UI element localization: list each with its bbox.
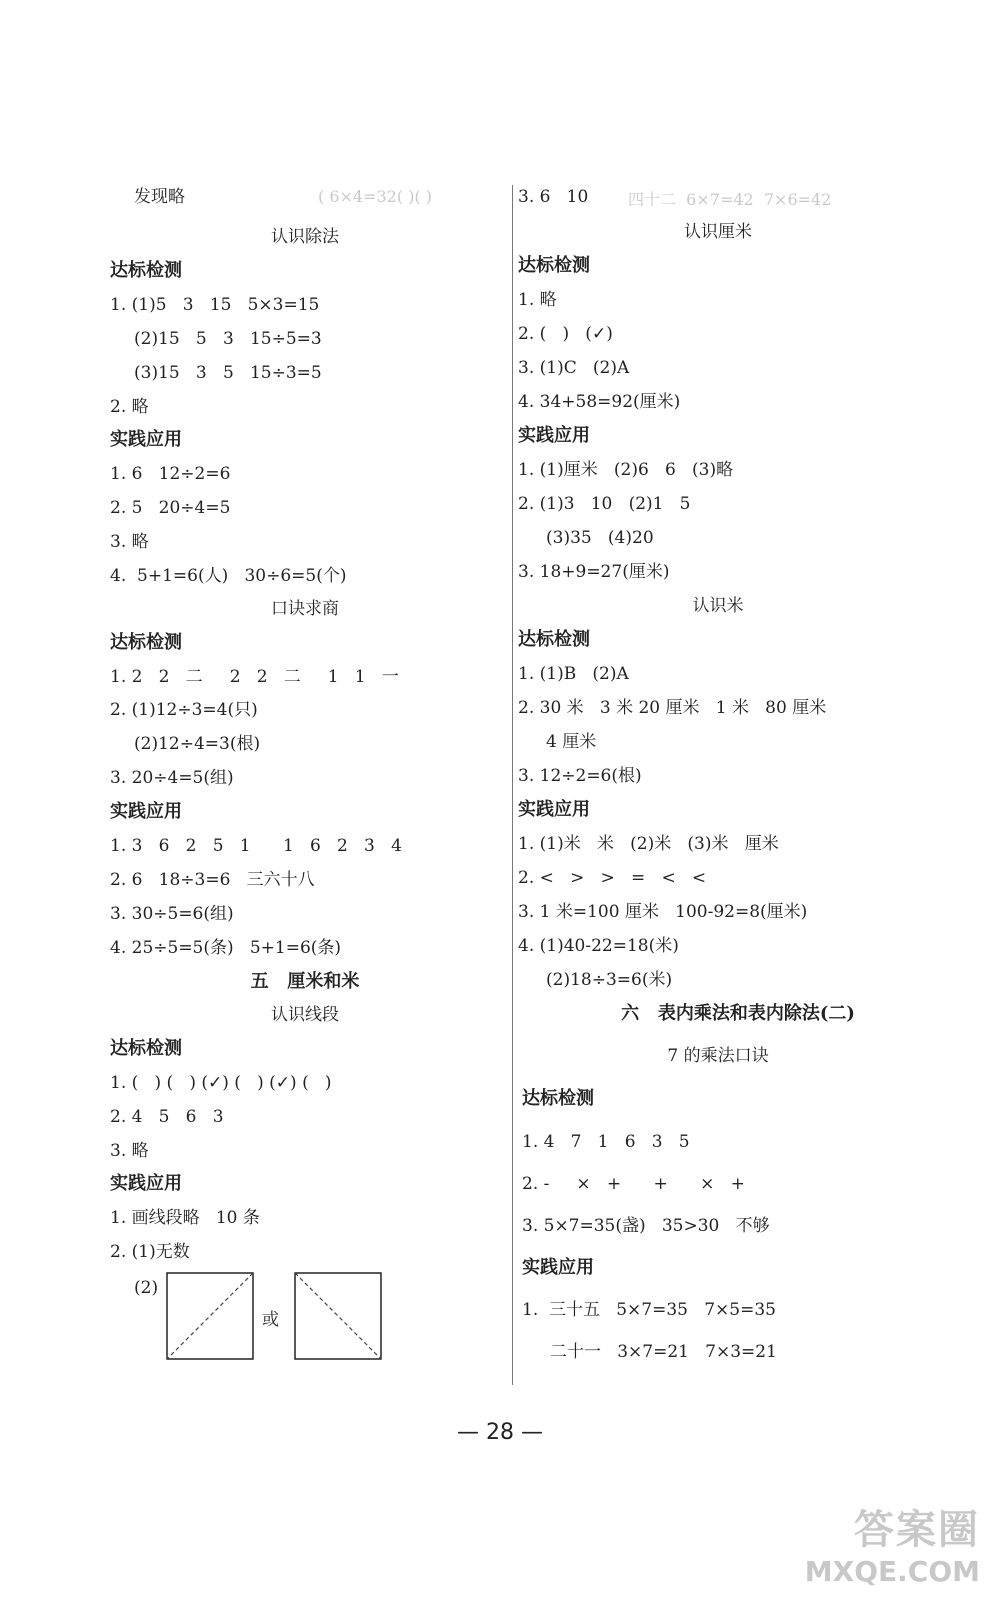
answer-line: 3. 12÷2=6(根) [518,766,642,786]
unit-title: 五 厘米和米 [250,971,360,992]
answer-line: 1. 略 [518,290,557,310]
subsection-heading: 达标检测 [110,632,182,653]
answer-line: (2)12÷4=3(根) [134,734,261,754]
answer-line: 4. 5+1=6(人) 30÷6=5(个) [110,566,347,586]
answer-line: 3. 20÷4=5(组) [110,768,234,788]
answer-line: 1. ( ) ( ) (✓) ( ) (✓) ( ) [110,1073,332,1093]
answer-line: 二十一 3×7=21 7×3=21 [550,1342,777,1362]
subsection-heading: 达标检测 [522,1088,594,1109]
subsection-heading: 实践应用 [518,425,590,446]
answer-line: 3. 1 米=100 厘米 100-92=8(厘米) [518,902,808,922]
answer-line: 2. (1)12÷3=4(只) [110,700,258,720]
answer-line: (2)18÷3=6(米) [546,970,673,990]
square-diagram-1 [166,1272,256,1362]
faint-bleed-text: 四十二 6×7=42 7×6=42 [628,190,832,209]
answer-line: 1. 2 2 二 2 2 二 1 1 一 [110,667,399,687]
answer-line: 2. - × + + × + [522,1174,745,1194]
answer-line: 4. 25÷5=5(条) 5+1=6(条) [110,938,342,958]
faint-bleed-text: ( 6×4=32( )( ) [318,187,432,206]
answer-line: (2)15 5 3 15÷5=3 [134,329,322,349]
watermark-top: 答案圈 [854,1507,980,1553]
answer-line: 2. 6 18÷3=6 三六十八 [110,870,315,890]
answer-line: 3. (1)C (2)A [518,358,630,378]
answer-line: 1. (1)米 米 (2)米 (3)米 厘米 [518,834,779,854]
answer-line: 发现略 [134,187,185,207]
answer-line: 1. 3 6 2 5 1 1 6 2 3 4 [110,836,402,856]
answer-line: 1. 三十五 5×7=35 7×5=35 [522,1300,776,1320]
section-title: 认识线段 [271,1005,339,1025]
section-title: 认识除法 [271,227,339,247]
section-title: 7 的乘法口诀 [667,1046,769,1066]
watermark-logo [805,1498,980,1588]
answer-line: 4 厘米 [546,732,597,752]
subsection-heading: 达标检测 [518,255,590,276]
subsection-heading: 达标检测 [110,1038,182,1059]
watermark-bottom: MXQE.COM [804,1555,980,1588]
column-divider [512,185,513,1385]
answer-line: 1. (1)B (2)A [518,664,629,684]
answer-line: 2. (1)3 10 (2)1 5 [518,494,691,514]
answer-line: 1. (1)5 3 15 5×3=15 [110,295,320,315]
answer-line: 2. < > > = < < [518,868,707,888]
answer-line: 2. 5 20÷4=5 [110,498,231,518]
answer-line: 2. 4 5 6 3 [110,1107,224,1127]
subsection-heading: 实践应用 [110,429,182,450]
answer-line: 2. ( ) (✓) [518,324,613,344]
answer-line: 1. 6 12÷2=6 [110,464,231,484]
subsection-heading: 达标检测 [518,629,590,650]
subsection-heading: 实践应用 [110,801,182,822]
answer-line: 4. 34+58=92(厘米) [518,392,681,412]
answer-line: 4. (1)40-22=18(米) [518,936,679,956]
or-label: 或 [262,1310,279,1330]
answer-line: 3. 6 10 [518,187,589,207]
subsection-heading: 实践应用 [522,1257,594,1278]
page-number: — 28 — [457,1420,543,1445]
square-diagram-2 [294,1272,384,1362]
answer-line: 3. 略 [110,1141,149,1161]
section-title: 认识米 [692,596,744,616]
answer-line: 2. (1)无数 [110,1242,190,1262]
answer-line: 3. 30÷5=6(组) [110,904,234,924]
answer-line: 1. 画线段略 10 条 [110,1208,260,1228]
subsection-heading: 实践应用 [110,1173,182,1194]
answer-line: (3)35 (4)20 [546,528,654,548]
answer-line: 1. (1)厘米 (2)6 6 (3)略 [518,460,734,480]
answer-line: (2) [134,1278,159,1298]
answer-line: (3)15 3 5 15÷3=5 [134,363,322,383]
subsection-heading: 达标检测 [110,260,182,281]
section-title: 口诀求商 [271,599,339,619]
answer-line: 3. 18+9=27(厘米) [518,562,670,582]
section-title: 认识厘米 [684,222,752,242]
unit-title: 六 表内乘法和表内除法(二) [621,1003,855,1024]
answer-line: 1. 4 7 1 6 3 5 [522,1132,690,1152]
answer-line: 2. 30 米 3 米 20 厘米 1 米 80 厘米 [518,698,827,718]
subsection-heading: 实践应用 [518,799,590,820]
answer-line: 2. 略 [110,397,149,417]
answer-line: 3. 5×7=35(盏) 35>30 不够 [522,1216,770,1236]
answer-line: 3. 略 [110,532,149,552]
